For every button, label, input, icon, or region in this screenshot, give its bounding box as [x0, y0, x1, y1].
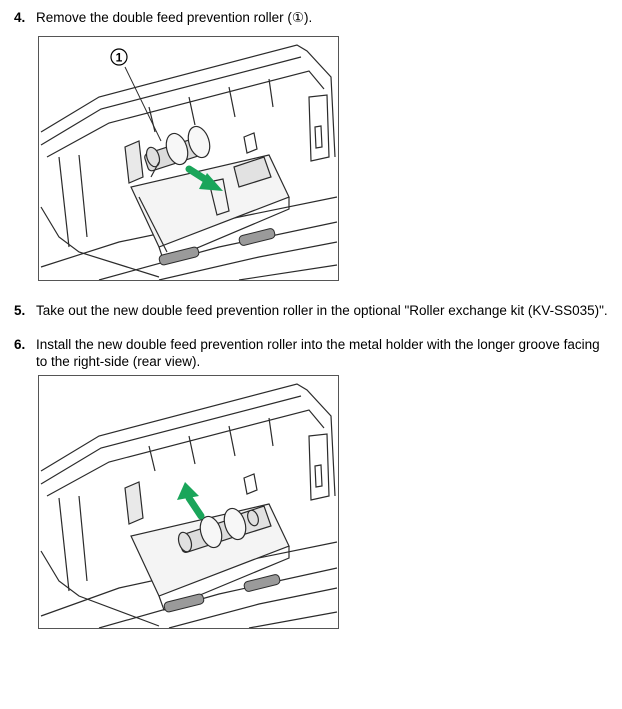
figure-remove-roller [38, 36, 339, 281]
callout-number: 1 [115, 50, 123, 65]
step-number: 4. [14, 10, 26, 25]
step-text: Remove the double feed prevention roller (①). [36, 10, 313, 25]
figure-install-roller [38, 375, 339, 629]
step-text: Install the new double feed prevention roller into the metal holder with the longer groove facing to the right-side (rear view). [36, 337, 600, 369]
scanner-illustration-install [39, 376, 338, 628]
step-number: 6. [14, 337, 26, 352]
arrow-up-icon [177, 482, 201, 516]
step-5 [14, 302, 608, 319]
step-4 [14, 9, 312, 26]
step-number: 5. [14, 303, 26, 318]
step-text: Take out the new double feed prevention roller in the optional "Roller exchange kit (KV-SS035)". [36, 303, 608, 318]
scanner-illustration-remove [39, 37, 338, 280]
step-6 [14, 336, 611, 370]
